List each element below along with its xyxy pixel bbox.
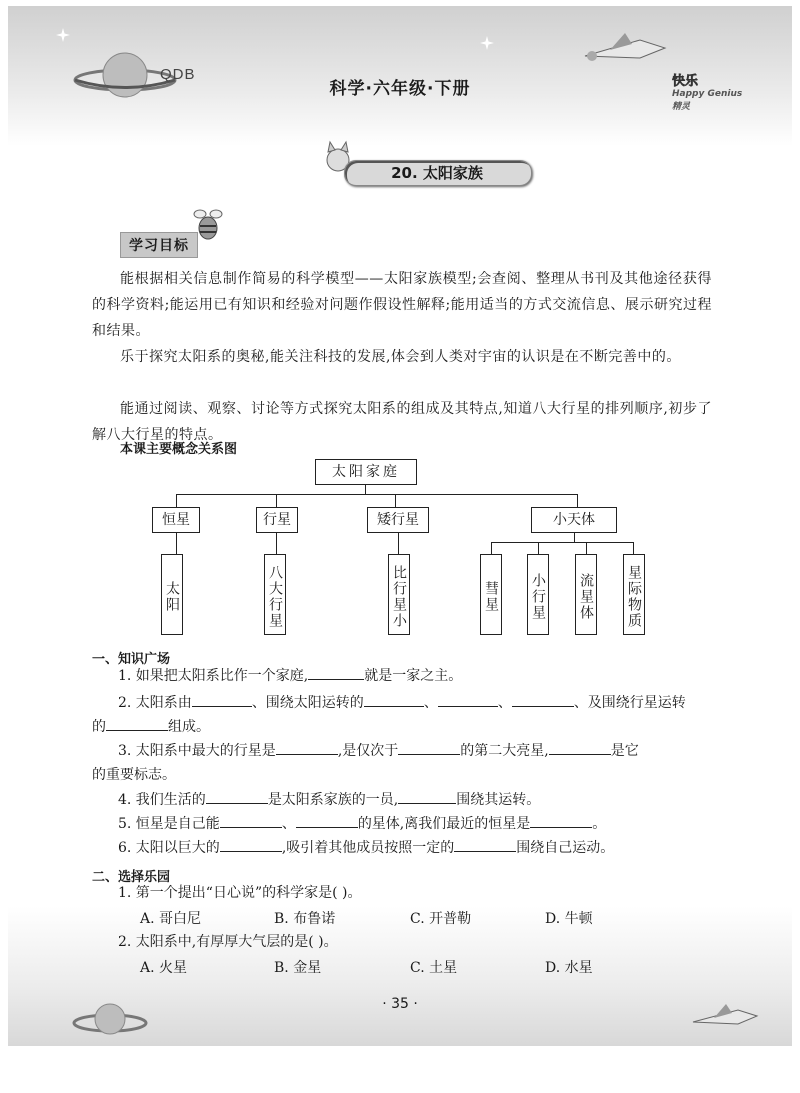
choice-option[interactable]: D. 水星: [545, 960, 593, 976]
connector: [276, 533, 277, 555]
section-knowledge-title: 一、知识广场: [92, 652, 171, 667]
answer-blank[interactable]: [106, 716, 168, 731]
concept-asteroid: 小行星: [527, 554, 549, 635]
page-header-title: 科学·六年级·下册: [329, 79, 471, 99]
answer-blank[interactable]: [512, 692, 574, 707]
header-code: QDB: [160, 66, 196, 83]
bee-mascot-icon: [192, 206, 224, 242]
lesson-title: 20. 太阳家族: [391, 164, 483, 182]
question-text: 组成。: [168, 719, 210, 735]
question-text: 、: [423, 695, 438, 711]
question-text: 3. 太阳系中最大的行星是: [118, 743, 276, 759]
answer-blank[interactable]: [192, 692, 252, 707]
question-text: ,是仅次于: [337, 743, 399, 759]
answer-blank[interactable]: [530, 813, 592, 828]
question-1-3-cont: 的重要标志。: [92, 767, 176, 783]
question-text: 是太阳系家族的一员,: [267, 792, 399, 808]
question-text: 。: [592, 816, 607, 832]
question-1-3: [118, 740, 639, 762]
question-text: 6. 太阳以巨大的: [118, 840, 220, 856]
answer-blank[interactable]: [454, 837, 516, 852]
question-text: ,吸引着其他成员按照一定的: [281, 840, 455, 856]
connector: [577, 494, 578, 508]
concept-dwarf-planet: 矮行星: [367, 507, 429, 533]
connector: [276, 494, 277, 508]
connector: [491, 542, 492, 554]
answer-blank[interactable]: [549, 740, 611, 755]
concept-map-heading: 本课主要概念关系图: [120, 442, 238, 457]
answer-blank[interactable]: [220, 837, 282, 852]
answer-blank[interactable]: [296, 813, 358, 828]
question-text: 、: [281, 816, 296, 832]
connector: [176, 494, 578, 495]
choice-question-2: 2. 太阳系中,有厚厚大气层的是( )。: [118, 934, 338, 950]
question-1-2-cont: [92, 716, 210, 738]
concept-sun: 太阳: [161, 554, 183, 635]
connector: [633, 542, 634, 554]
concept-small-bodies: 小天体: [531, 507, 617, 533]
answer-blank[interactable]: [364, 692, 424, 707]
concept-root: 太阳家庭: [315, 459, 417, 485]
answer-blank[interactable]: [206, 789, 268, 804]
question-text: 就是一家之主。: [364, 668, 463, 684]
answer-blank[interactable]: [438, 692, 498, 707]
answer-blank[interactable]: [276, 740, 338, 755]
logo-sub: Happy Genius 精灵: [672, 89, 743, 112]
choice-question-1: 1. 第一个提出“日心说”的科学家是( )。: [118, 885, 362, 901]
connector: [176, 533, 177, 555]
choice-option[interactable]: A. 火星: [140, 960, 188, 976]
concept-star: 恒星: [152, 507, 200, 533]
answer-blank[interactable]: [398, 740, 460, 755]
question-1-4: [118, 789, 540, 811]
question-text: 2. 太阳系由: [118, 695, 192, 711]
question-1-1: [118, 665, 462, 687]
connector: [491, 542, 634, 543]
section-choice-title: 二、选择乐园: [92, 870, 171, 885]
question-text: 是它: [610, 743, 639, 759]
question-text: 的星体,离我们最近的恒星是: [357, 816, 531, 832]
question-text: 4. 我们生活的: [118, 792, 206, 808]
brand-logo: [672, 70, 744, 112]
choice-option[interactable]: B. 布鲁诺: [274, 911, 336, 927]
concept-planet: 行星: [256, 507, 298, 533]
answer-blank[interactable]: [220, 813, 282, 828]
question-text: 的: [92, 719, 106, 735]
question-text: 、: [497, 695, 512, 711]
question-text: 1. 如果把太阳系比作一个家庭,: [118, 668, 309, 684]
goal-paragraph-1: 能根据相关信息制作简易的科学模型——太阳家族模型;会查阅、整理从书刊及其他途径获得的科学资料;能运用已有知识和经验对问题作假设性解释;能用适当的方式交流信息、展示研究过程和结果。: [92, 271, 712, 339]
logo-main: 快乐: [672, 74, 699, 89]
connector: [586, 542, 587, 554]
question-text: 5. 恒星是自己能: [118, 816, 220, 832]
question-text: 的第二大亮星,: [460, 743, 549, 759]
star-icon: [480, 36, 494, 50]
space-shuttle-icon: [580, 28, 670, 78]
learning-goals-heading: 学习目标: [120, 232, 198, 258]
question-text: 围绕其运转。: [456, 792, 541, 808]
question-text: 围绕自己运动。: [516, 840, 615, 856]
question-1-5: [118, 813, 606, 835]
connector: [538, 542, 539, 554]
concept-meteoroid: 流星体: [575, 554, 597, 635]
question-1-6: [118, 837, 614, 859]
concept-eight-planets: 八大行星: [264, 554, 286, 635]
choice-option[interactable]: C. 开普勒: [410, 911, 472, 927]
choice-option[interactable]: A. 哥白尼: [140, 911, 202, 927]
page-number: · 35 ·: [382, 996, 418, 1012]
connector: [176, 494, 177, 508]
goal-paragraph-3: 能通过阅读、观察、讨论等方式探究太阳系的组成及其特点,知道八大行星的排列顺序,初步了解八大行星的特点。: [92, 401, 712, 443]
star-icon: [56, 28, 70, 42]
connector: [395, 494, 396, 508]
concept-smaller-than-planet: 比行星小: [388, 554, 410, 635]
choice-option[interactable]: B. 金星: [274, 960, 322, 976]
connector: [398, 533, 399, 555]
question-1-2: [118, 692, 686, 714]
answer-blank[interactable]: [308, 665, 364, 680]
goal-paragraph-2: 乐于探究太阳系的奥秘,能关注科技的发展,体会到人类对宇宙的认识是在不断完善中的。: [120, 349, 681, 365]
concept-interstellar-matter: 星际物质: [623, 554, 645, 635]
concept-comet: 彗星: [480, 554, 502, 635]
choice-option[interactable]: C. 土星: [410, 960, 458, 976]
question-text: 、及围绕行星运转: [573, 695, 686, 711]
question-text: 、围绕太阳运转的: [251, 695, 364, 711]
choice-option[interactable]: D. 牛顿: [545, 911, 593, 927]
answer-blank[interactable]: [398, 789, 456, 804]
